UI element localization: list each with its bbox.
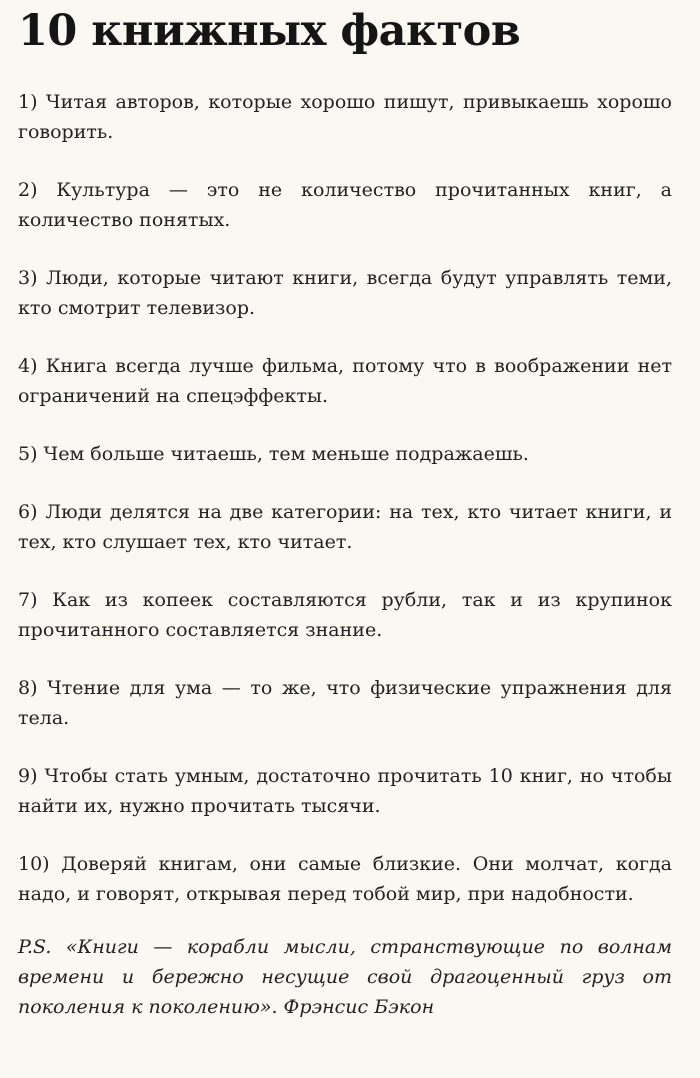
- fact-1: 1) Читая авторов, которые хорошо пишут, привыкаешь хорошо говорить.: [18, 91, 672, 143]
- fact-3: 3) Люди, которые читают книги, всегда будут управлять теми, кто смотрит телевизор.: [18, 267, 672, 319]
- fact-10: 10) Доверяй книгам, они самые близкие. Они молчат, когда надо, и говорят, открывая перед тобой мир, при надобности.: [18, 853, 672, 905]
- fact-9: 9) Чтобы стать умным, достаточно прочитать 10 книг, но чтобы найти их, нужно прочитать тысячи.: [18, 765, 672, 817]
- fact-6: 6) Люди делятся на две категории: на тех, кто читает книги, и тех, кто слушает тех, кто читает.: [18, 501, 672, 553]
- fact-4: 4) Книга всегда лучше фильма, потому что в воображении нет ограничений на спецэффекты.: [18, 355, 672, 407]
- fact-8: 8) Чтение для ума — то же, что физические упражнения для тела.: [18, 677, 672, 729]
- facts-list: [18, 87, 672, 909]
- page-title: 10 книжных фактов: [18, 6, 521, 56]
- fact-2: 2) Культура — это не количество прочитанных книг, а количество понятых.: [18, 179, 672, 231]
- fact-7: 7) Как из копеек составляются рубли, так и из крупинок прочитанного составляется знание.: [18, 589, 672, 641]
- fact-5: 5) Чем больше читаешь, тем меньше подражаешь.: [18, 443, 529, 465]
- postscript-quote: P.S. «Книги — корабли мысли, странствующие по волнам времени и бережно несущие свой драгоценный груз от поколения к поколению». Фрэнсис Бэкон: [18, 936, 672, 1018]
